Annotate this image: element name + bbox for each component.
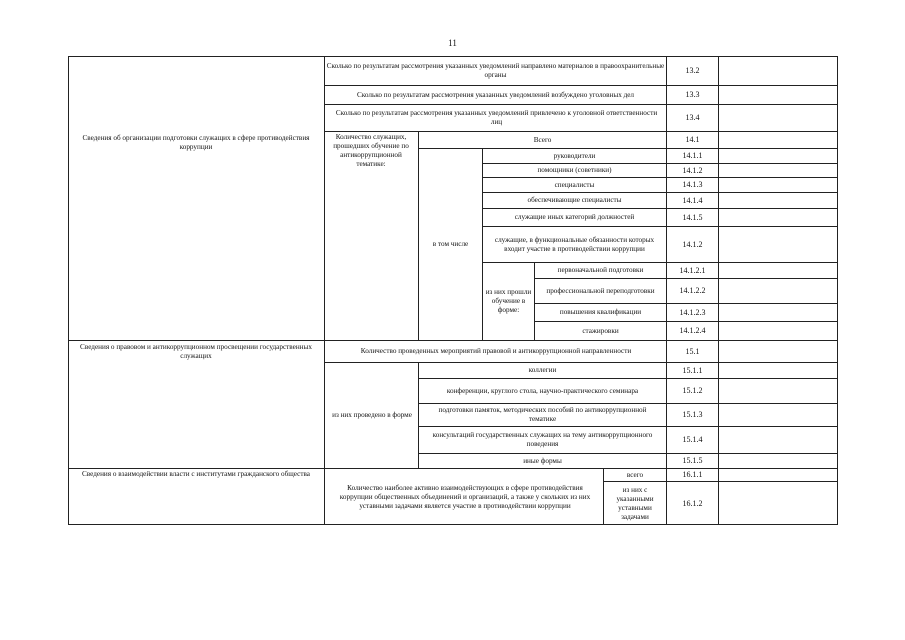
total-label: Всего	[533, 135, 552, 144]
item-14-1-2: помощники (советники)	[537, 166, 612, 174]
code-16-1-1: 16.1.1	[682, 470, 703, 479]
code-15-1: 15.1	[685, 346, 700, 356]
training-retraining: профессиональной переподготовки	[546, 286, 655, 295]
including-label: в том числе	[432, 240, 469, 248]
event-other: иные формы	[523, 456, 562, 465]
item-14-1-4: обеспечивающие специалисты	[527, 196, 622, 204]
row-13-3-label: Сколько по результатам рассмотрения указанных уведомлений возбуждено уголовных дел	[356, 90, 635, 99]
code-14-1-5: 14.1.5	[682, 212, 703, 222]
code-15-1-3: 15.1.3	[682, 410, 703, 419]
row-13-4-code: 13.4	[685, 113, 700, 122]
trained-count-label: Количество служащих, прошедших обучение по антикоррупционной тематике:	[333, 133, 409, 168]
item-14-1-5: служащие иных категорий должностей	[514, 213, 635, 221]
row-13-2-code: 13.2	[685, 66, 700, 75]
code-14-1-3: 14.1.3	[682, 180, 703, 189]
code-14-1-2-4: 14.1.2.4	[679, 326, 706, 335]
training-initial: первоначальной подготовки	[557, 266, 644, 274]
code-15-1-2: 15.1.2	[682, 386, 703, 395]
code-14-1-1: 14.1.1	[682, 151, 703, 160]
organizations-count-label: Количество наиболее активно взаимодействующих в сфере противодействия коррупции общественных объединений и организаций, а также у скольких из них уставными задачами является участие в противодействии коррупции	[339, 483, 591, 510]
report-table	[68, 56, 838, 525]
orgs-total-label: всего	[626, 470, 644, 479]
training-form-label: из них прошли обучение в форме:	[485, 288, 532, 314]
code-15-1-1: 15.1.1	[682, 365, 703, 375]
training-qualification: повышения квалификации	[559, 308, 642, 316]
page-number: 11	[448, 38, 457, 48]
events-form-label: из них проведено в форме	[332, 411, 412, 419]
section-16-title: Сведения о взаимодействии власти с институтами гражданского общества	[82, 470, 310, 478]
event-memos: подготовки памяток, методических пособий по антикоррупционной тематике	[438, 406, 647, 423]
training-internship: стажировки	[582, 326, 619, 335]
row-13-2-label: Сколько по результатам рассмотрения указанных уведомлений направлено материалов в правоохранительные органы	[326, 62, 665, 79]
events-count-label: Количество проведенных мероприятий правовой и антикоррупционной направленности	[360, 347, 632, 355]
code-14-1-2: 14.1.2	[682, 165, 703, 175]
item-anticorruption-staff: служащие, в функциональные обязанности которых входит участие в противодействии коррупции	[494, 235, 655, 253]
section-14-title: Сведения об организации подготовки служащих в сфере противодействия коррупции	[82, 134, 310, 151]
row-13-4-label: Сколько по результатам рассмотрения указанных уведомлений привлечено к уголовной ответственности лиц	[335, 109, 658, 126]
event-consultations: консультаций государственных служащих на тему антикоррупционного поведения	[432, 431, 653, 448]
code-anticorruption-staff: 14.1.2	[682, 239, 703, 249]
code-14-1-2-3: 14.1.2.3	[679, 307, 706, 317]
code-15-1-5: 15.1.5	[682, 456, 703, 465]
code-14-1-4: 14.1.4	[682, 195, 703, 205]
total-code: 14.1	[685, 135, 700, 144]
code-14-1-2-1: 14.1.2.1	[679, 265, 706, 275]
event-board: коллегии	[528, 366, 557, 374]
code-16-1-2: 16.1.2	[682, 498, 703, 508]
section-15-title: Сведения о правовом и антикоррупционном просвещении государственных служащих	[80, 343, 312, 360]
code-15-1-4: 15.1.4	[682, 435, 703, 444]
code-14-1-2-2: 14.1.2.2	[679, 286, 706, 295]
orgs-statutory-label: из них с указанными уставными задачами	[616, 485, 654, 521]
item-14-1-3: специалисты	[554, 180, 595, 189]
item-14-1-1: руководители	[553, 151, 596, 160]
event-conference: конференции, круглого стола, научно-практического семинара	[446, 386, 639, 395]
column-divider	[718, 56, 719, 525]
column-divider	[324, 56, 325, 525]
row-13-3-code: 13.3	[685, 90, 700, 99]
